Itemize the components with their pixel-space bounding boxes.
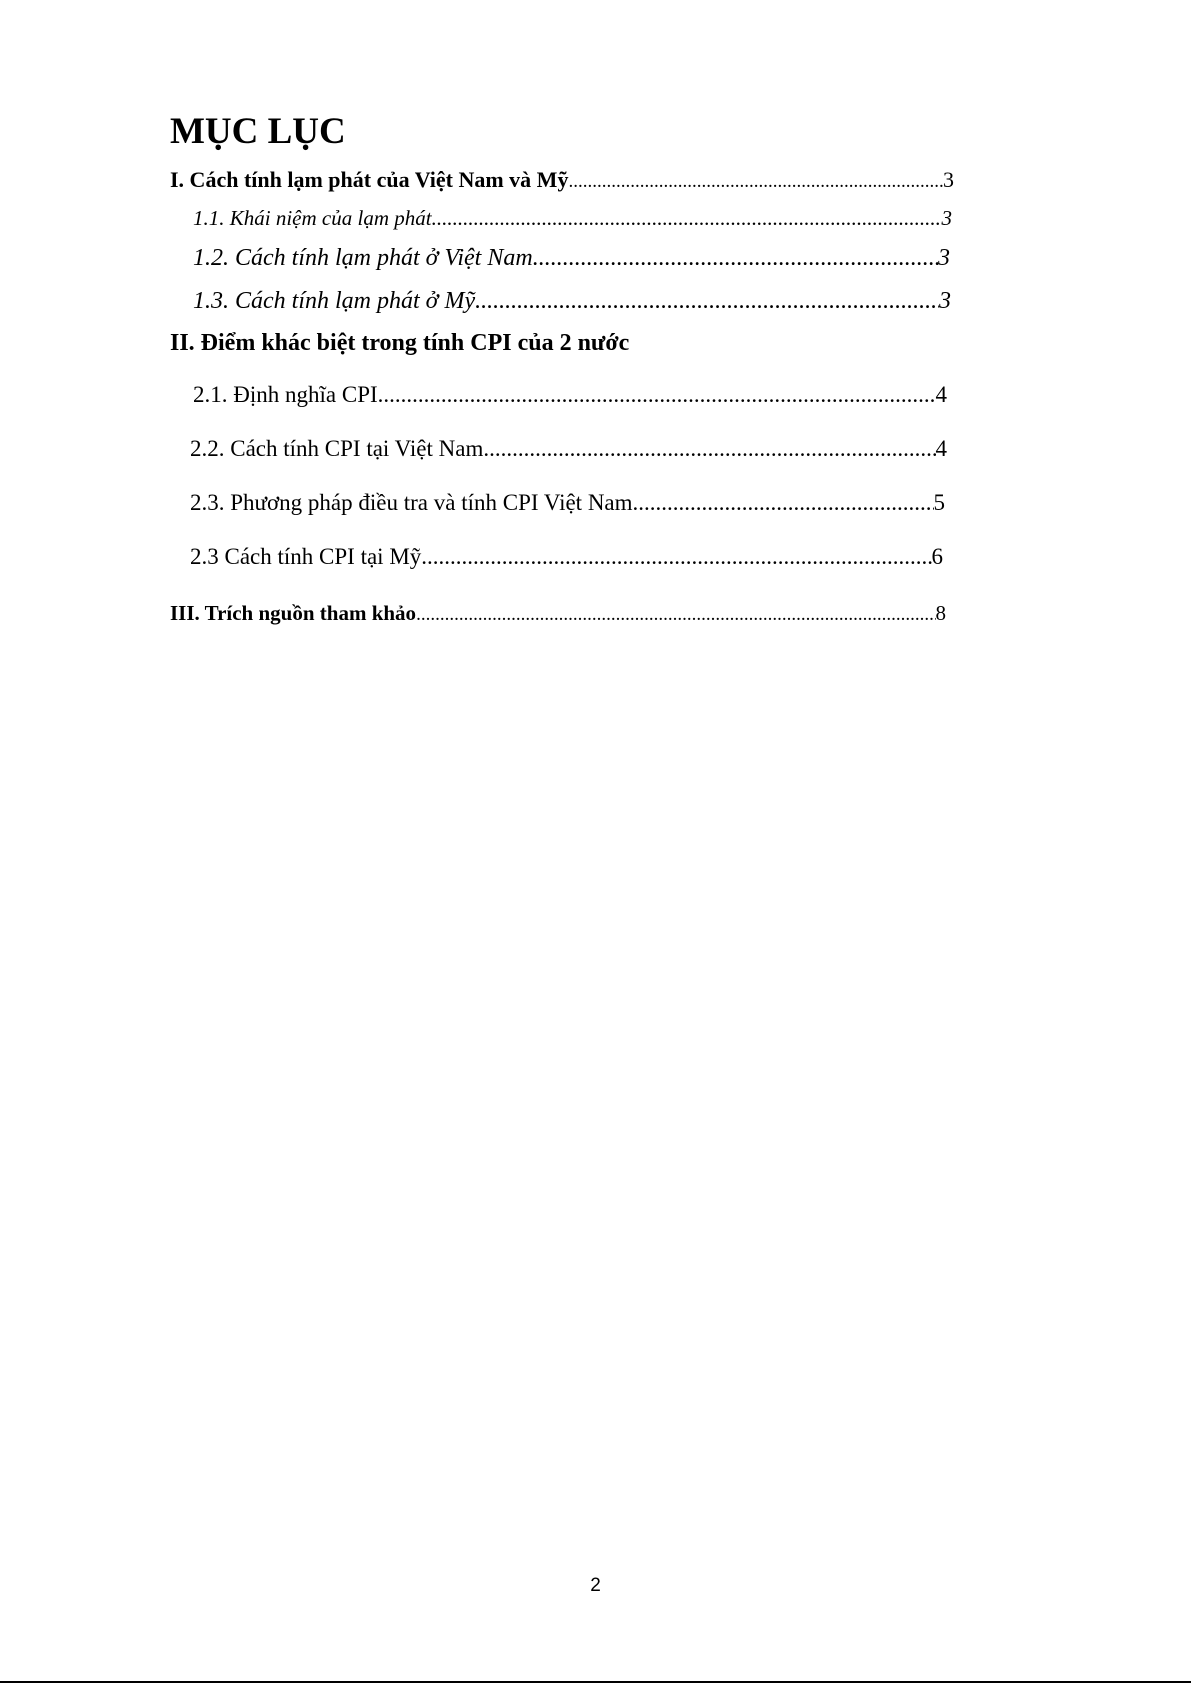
toc-entry-title: 1.2. Cách tính lạm phát ở Việt Nam — [193, 245, 533, 271]
toc-leader-dots — [483, 436, 935, 462]
toc-entry-title: 1.1. Khái niệm của lạm phát — [193, 206, 432, 230]
toc-entry-section-1[interactable] — [170, 167, 954, 193]
toc-leader-dots — [533, 245, 938, 272]
toc-entry-2-2[interactable] — [190, 436, 947, 462]
toc-entry-title: 2.3. Phương pháp điều tra và tính CPI Việt Nam — [190, 490, 633, 515]
toc-leader-dots — [568, 171, 943, 193]
page-title: MỤC LỤC — [170, 111, 346, 152]
toc-leader-dots — [378, 382, 936, 408]
toc-entry-1-1[interactable] — [193, 206, 952, 231]
toc-entry-2-3-usa[interactable] — [190, 544, 943, 570]
toc-entry-section-2[interactable] — [170, 330, 870, 357]
toc-entry-title: 2.3 Cách tính CPI tại Mỹ — [190, 544, 422, 569]
page-bottom-edge — [0, 1681, 1191, 1683]
toc-page-number: 3 — [941, 206, 952, 230]
toc-entry-title: I. Cách tính lạm phát của Việt Nam và Mỹ — [170, 167, 569, 192]
toc-page-number: 4 — [935, 382, 947, 407]
toc-leader-dots — [421, 544, 931, 570]
toc-entry-title: II. Điểm khác biệt trong tính CPI của 2 nước — [170, 330, 630, 356]
page-number: 2 — [590, 1575, 601, 1596]
toc-leader-dots — [416, 604, 935, 626]
toc-entry-title: 2.1. Định nghĩa CPI — [193, 382, 378, 407]
toc-entry-title: 1.3. Cách tính lạm phát ở Mỹ — [193, 288, 476, 314]
toc-page-number: 4 — [935, 436, 947, 461]
toc-entry-1-2[interactable] — [193, 245, 950, 272]
toc-page-number: 3 — [943, 167, 954, 192]
toc-page-number: 3 — [939, 288, 951, 314]
toc-page-number: 3 — [938, 245, 950, 271]
toc-entry-title: III. Trích nguồn tham khảo — [170, 601, 417, 625]
toc-leader-dots — [633, 490, 934, 516]
toc-entry-2-1[interactable] — [193, 382, 947, 408]
toc-leader-dots — [432, 206, 942, 231]
toc-entry-title: 2.2. Cách tính CPI tại Việt Nam — [190, 436, 484, 461]
toc-entry-2-3[interactable] — [190, 490, 945, 516]
toc-page-number: 6 — [931, 544, 943, 569]
toc-entry-1-3[interactable] — [193, 288, 951, 315]
toc-entry-section-3[interactable] — [170, 601, 946, 626]
toc-page-number: 8 — [935, 601, 946, 625]
toc-leader-dots — [475, 288, 939, 315]
toc-page-number: 5 — [933, 490, 945, 515]
